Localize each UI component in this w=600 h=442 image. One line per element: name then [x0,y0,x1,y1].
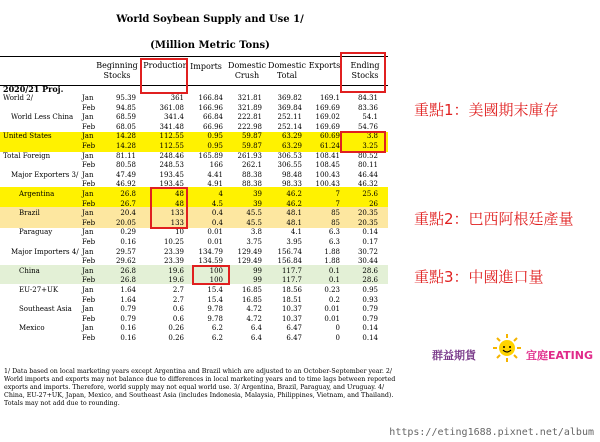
table-cell: 60.69 [319,132,340,141]
table-cell: 0.01 [324,305,340,314]
table-cell: 16.85 [241,295,262,304]
month-label: Jan [82,151,94,160]
table-title: World Soybean Supply and Use 1/ [116,14,304,25]
table-cell: 20.4 [120,209,136,218]
table-cell: 100.43 [315,180,340,189]
table-cell: 85 [331,209,340,218]
table-cell: 26.8 [120,266,136,275]
region-label: EU-27+UK [19,286,59,294]
table-cell: 0.14 [362,228,378,237]
region-label: World 2/ [3,94,34,102]
month-label: Jan [82,132,94,141]
table-cell: 6.4 [250,334,262,342]
table-cell: 4.91 [207,180,223,189]
table-cell: 0.95 [207,142,223,150]
table-cell: 61.24 [319,142,340,150]
table-cell: 0.79 [362,305,378,314]
table-cell: 0.23 [324,286,340,294]
table-cell: 369.82 [277,94,302,102]
table-cell: 369.84 [277,103,302,112]
latam-production-box [150,187,188,229]
table-cell: 3.8 [366,132,378,141]
table-cell: 361 [170,94,184,102]
table-cell: 6.3 [328,238,340,246]
table-cell: 341.48 [159,122,184,131]
table-cell: 81.11 [115,151,136,160]
table-cell: 45.5 [246,218,262,227]
us-ending-stocks-box [340,131,386,153]
table-cell: 306.55 [277,161,302,170]
table-cell: 39 [253,190,262,198]
table-cell: 4.72 [246,314,262,323]
table-cell: 321.89 [237,103,262,112]
table-cell: 95.39 [115,94,136,102]
table-header-top-rule [0,56,388,57]
table-cell: 156.74 [277,247,302,256]
table-cell: 156.84 [277,257,302,266]
month-label: Jan [82,305,94,314]
table-cell: 68.59 [115,113,136,122]
table-cell: 0.95 [362,286,378,294]
table-cell: 15.4 [207,286,223,294]
table-cell: 46.2 [286,190,302,198]
production-header-box [140,58,188,94]
production-header: Production [143,61,188,70]
table-cell: 20.05 [115,218,136,227]
table-cell: 3.75 [246,238,262,246]
table-cell: 248.46 [159,151,184,160]
region-label: World Less China [11,113,74,122]
table-cell: 3.8 [250,228,262,237]
table-cell: 46.2 [286,199,302,208]
table-cell: 99 [253,266,262,275]
table-cell: 63.29 [281,142,302,150]
table-cell: 108.41 [315,151,340,160]
table-cell: 222.81 [237,113,262,122]
table-cell: 48.1 [286,209,302,218]
table-cell: 112.55 [159,132,184,141]
annotation-us-ending-stocks: 重點1：美國期末庫存 [414,101,559,119]
table-cell: 0.29 [120,228,136,237]
table-cell: 4.41 [207,170,223,179]
table-cell: 3.25 [362,142,378,150]
table-cell: 2.7 [172,286,184,294]
table-cell: 94.85 [115,103,136,112]
table-cell: 112.55 [159,142,184,150]
table-cell: 3.95 [286,238,302,246]
table-cell: 261.93 [237,151,262,160]
table-cell: 117.7 [281,266,302,275]
table-cell: 129.49 [237,247,262,256]
table-cell: 0.1 [328,266,340,275]
table-cell: 1.88 [324,247,340,256]
table-cell: 18.56 [281,286,302,294]
brand-right-text: 宜庭EATING [526,349,594,362]
table-cell: 23.39 [163,247,184,256]
table-cell: 6.47 [286,324,302,333]
table-cell: 0.26 [168,324,184,333]
table-cell: 48 [175,199,184,208]
table-cell: 10.25 [163,238,184,246]
table-cell: 100.43 [315,170,340,179]
table-cell: 361.08 [159,103,184,112]
table-cell: 25.6 [362,190,378,198]
month-label: Jan [82,228,94,237]
table-cell: 0.6 [172,305,184,314]
month-label: Jan [82,209,94,218]
table-cell: 134.59 [198,257,223,266]
month-label: Feb [82,199,96,208]
table-cell: 9.78 [207,314,223,323]
table-cell: 0.17 [362,238,378,246]
table-cell: 7 [335,190,340,198]
month-label: Jan [82,94,94,102]
table-cell: 100 [209,266,223,275]
table-cell: 14.28 [115,142,136,150]
table-cell: 6.4 [250,324,262,333]
month-label: Feb [82,257,96,266]
table-cell: 10.37 [281,305,302,314]
year-label: 2020/21 Proj. [3,84,64,94]
table-cell: 54.76 [357,122,378,131]
table-cell: 0.4 [211,218,223,227]
table-cell: 252.11 [277,113,302,122]
table-subtitle: (Million Metric Tons) [150,40,270,51]
table-cell: 0 [335,334,340,342]
table-cell: 222.98 [237,122,262,131]
region-label: China [19,266,40,275]
table-cell: 26.8 [120,276,136,285]
china-imports-box [192,265,230,285]
month-label: Jan [82,286,94,294]
table-cell: 28.6 [362,276,378,285]
table-cell: 306.53 [277,151,302,160]
table-cell: 0.14 [362,334,378,342]
table-cell: 1.64 [120,286,136,294]
table-cell: 26 [369,199,378,208]
month-label: Feb [82,122,96,131]
table-cell: 129.49 [237,257,262,266]
table-cell: 19.6 [168,276,184,285]
table-cell: 321.81 [237,94,262,102]
table-cell: 9.78 [207,305,223,314]
table-cell: 48 [175,190,184,198]
table-cell: 63.29 [281,132,302,141]
table-cell: 0.4 [211,209,223,218]
month-label: Feb [82,180,96,189]
table-cell: 0.16 [120,324,136,333]
footnote: 1/ Data based on local marketing years except Argentina and Brazil which are adjusted to an October-September year. 2/ World imports and exports may not balance due to differences in local marketing years and to time lags between reported exports and imports. Therefore, world supply may not equal world use. 3/ Argentina, Brazil, Paraguay, and Uruguay. 4/ China, EU-27+UK, Japan, Mexico, and Southeast Asia (includes Indonesia, Malaysia, Philippines, Vietnam, and Thailand). Totals may not add due to rounding. [4,368,396,407]
table-cell: 98.48 [281,170,302,179]
table-cell: 4.5 [211,199,223,208]
table-cell: 0.79 [120,305,136,314]
table-cell: 0.16 [120,238,136,246]
table-cell: 23.39 [163,257,184,266]
table-cell: 166 [209,161,223,170]
table-cell: 117.7 [281,276,302,285]
table-cell: 6.2 [211,334,223,342]
table-cell: 1.88 [324,257,340,266]
table-cell: 28.6 [362,266,378,275]
table-cell: 54.1 [362,113,378,122]
table-cell: 0.14 [362,324,378,333]
table-cell: 134.79 [198,247,223,256]
month-label: Feb [82,334,96,342]
brand-left-text: 群益期貨 [432,349,476,362]
table-cell: 80.58 [115,161,136,170]
table-cell: 10 [175,228,184,237]
table-cell: 0.01 [324,314,340,323]
table-cell: 48.1 [286,218,302,227]
table-cell: 0.2 [328,295,340,304]
table-cell: 16.85 [241,286,262,294]
imports-header: Imports [190,62,222,71]
table-cell: 30.72 [357,247,378,256]
region-label: Total Foreign [3,151,51,160]
table-cell: 39 [253,199,262,208]
region-label: Mexico [19,324,45,333]
month-label: Jan [82,266,94,275]
table-cell: 7 [335,199,340,208]
table-cell: 20.35 [357,209,378,218]
table-cell: 133 [170,218,184,227]
table-cell: 4 [218,190,223,198]
table-cell: 2.7 [172,295,184,304]
table-cell: 29.62 [115,257,136,266]
table-cell: 14.28 [115,132,136,141]
table-cell: 45.5 [246,209,262,218]
region-label: Argentina [19,190,55,198]
table-cell: 0.6 [172,314,184,323]
table-cell: 0.79 [120,314,136,323]
region-label: United States [3,132,52,141]
table-cell: 15.4 [207,295,223,304]
table-cell: 169.69 [315,103,340,112]
table-cell: 6.3 [328,228,340,237]
annotation-china-imports: 重點3：中國進口量 [414,268,544,286]
sun-logo-icon [491,333,523,363]
table-cell: 169.1 [319,94,340,102]
table-cell: 166.96 [198,103,223,112]
region-label: Paraguay [19,228,53,237]
month-label: Feb [82,218,96,227]
table-cell: 10.37 [281,314,302,323]
table-cell: 169.69 [315,122,340,131]
table-cell: 4.1 [290,228,302,237]
table-cell: 46.44 [357,170,378,179]
domestic-total-header: Domestic Total [268,61,306,80]
table-cell: 0.79 [362,314,378,323]
table-cell: 26.7 [120,199,136,208]
table-cell: 248.53 [159,161,184,170]
table-cell: 0.26 [168,334,184,342]
table-cell: 0.01 [207,228,223,237]
month-label: Jan [82,170,94,179]
table-cell: 59.87 [241,142,262,150]
table-cell: 68.05 [115,122,136,131]
table-cell: 46.32 [357,180,378,189]
month-label: Feb [82,161,96,170]
month-label: Feb [82,314,96,323]
table-cell: 80.52 [357,151,378,160]
region-label: Major Exporters 3/ [11,170,79,179]
table-cell: 341.4 [163,113,184,122]
month-label: Jan [82,113,94,122]
table-cell: 4.72 [246,305,262,314]
table-cell: 165.89 [198,151,223,160]
table-cell: 1.64 [120,295,136,304]
annotation-latam-production: 重點2：巴西阿根廷產量 [414,210,574,228]
watermark-url: https://eting1688.pixnet.net/album [389,427,594,438]
table-cell: 0 [335,324,340,333]
table-cell: 166.84 [198,94,223,102]
month-label: Feb [82,276,96,285]
table-cell: 46.92 [115,180,136,189]
table-cell: 193.45 [159,170,184,179]
table-cell: 0.01 [207,238,223,246]
region-label: Brazil [19,209,40,218]
ending-stocks-header-box [340,52,386,93]
table-cell: 88.38 [241,170,262,179]
table-cell: 6.2 [211,324,223,333]
table-cell: 262.1 [241,161,262,170]
table-cell: 6.47 [286,334,302,342]
month-label: Feb [82,238,96,246]
month-label: Jan [82,190,94,198]
table-cell: 193.45 [159,180,184,189]
table-cell: 29.57 [115,247,136,256]
table-cell: 85 [331,218,340,227]
table-cell: 26.8 [120,190,136,198]
table-cell: 66.96 [202,122,223,131]
table-cell: 252.14 [277,122,302,131]
table-cell: 66.84 [202,113,223,122]
table-cell: 19.6 [168,266,184,275]
table-cell: 80.11 [357,161,378,170]
region-label: Southeast Asia [19,305,72,314]
beginning-stocks-header: Beginning Stocks [96,61,138,80]
table-cell: 0.93 [362,295,378,304]
table-cell: 0.95 [207,132,223,141]
table-cell: 47.49 [115,170,136,179]
table-cell: 98.33 [281,180,302,189]
month-label: Feb [82,103,96,112]
table-cell: 30.44 [357,257,378,266]
region-label: Major Importers 4/ [11,247,79,256]
table-cell: 0.16 [120,334,136,342]
month-label: Feb [82,142,96,150]
table-cell: 108.45 [315,161,340,170]
table-cell: 59.87 [241,132,262,141]
table-cell: 133 [170,209,184,218]
month-label: Jan [82,324,94,333]
table-cell: 100 [209,276,223,285]
month-label: Jan [82,247,94,256]
table-cell: 18.51 [281,295,302,304]
table-cell: 88.38 [241,180,262,189]
table-cell: 0.1 [328,276,340,285]
table-cell: 99 [253,276,262,285]
table-cell: 169.02 [315,113,340,122]
ending-stocks-header: Ending Stocks [350,61,380,80]
month-label: Feb [82,295,96,304]
domestic-crush-header: Domestic Crush [228,61,266,80]
exports-header: Exports [308,61,341,70]
table-cell: 20.35 [357,218,378,227]
table-cell: 84.31 [357,94,378,102]
table-cell: 83.36 [357,103,378,112]
